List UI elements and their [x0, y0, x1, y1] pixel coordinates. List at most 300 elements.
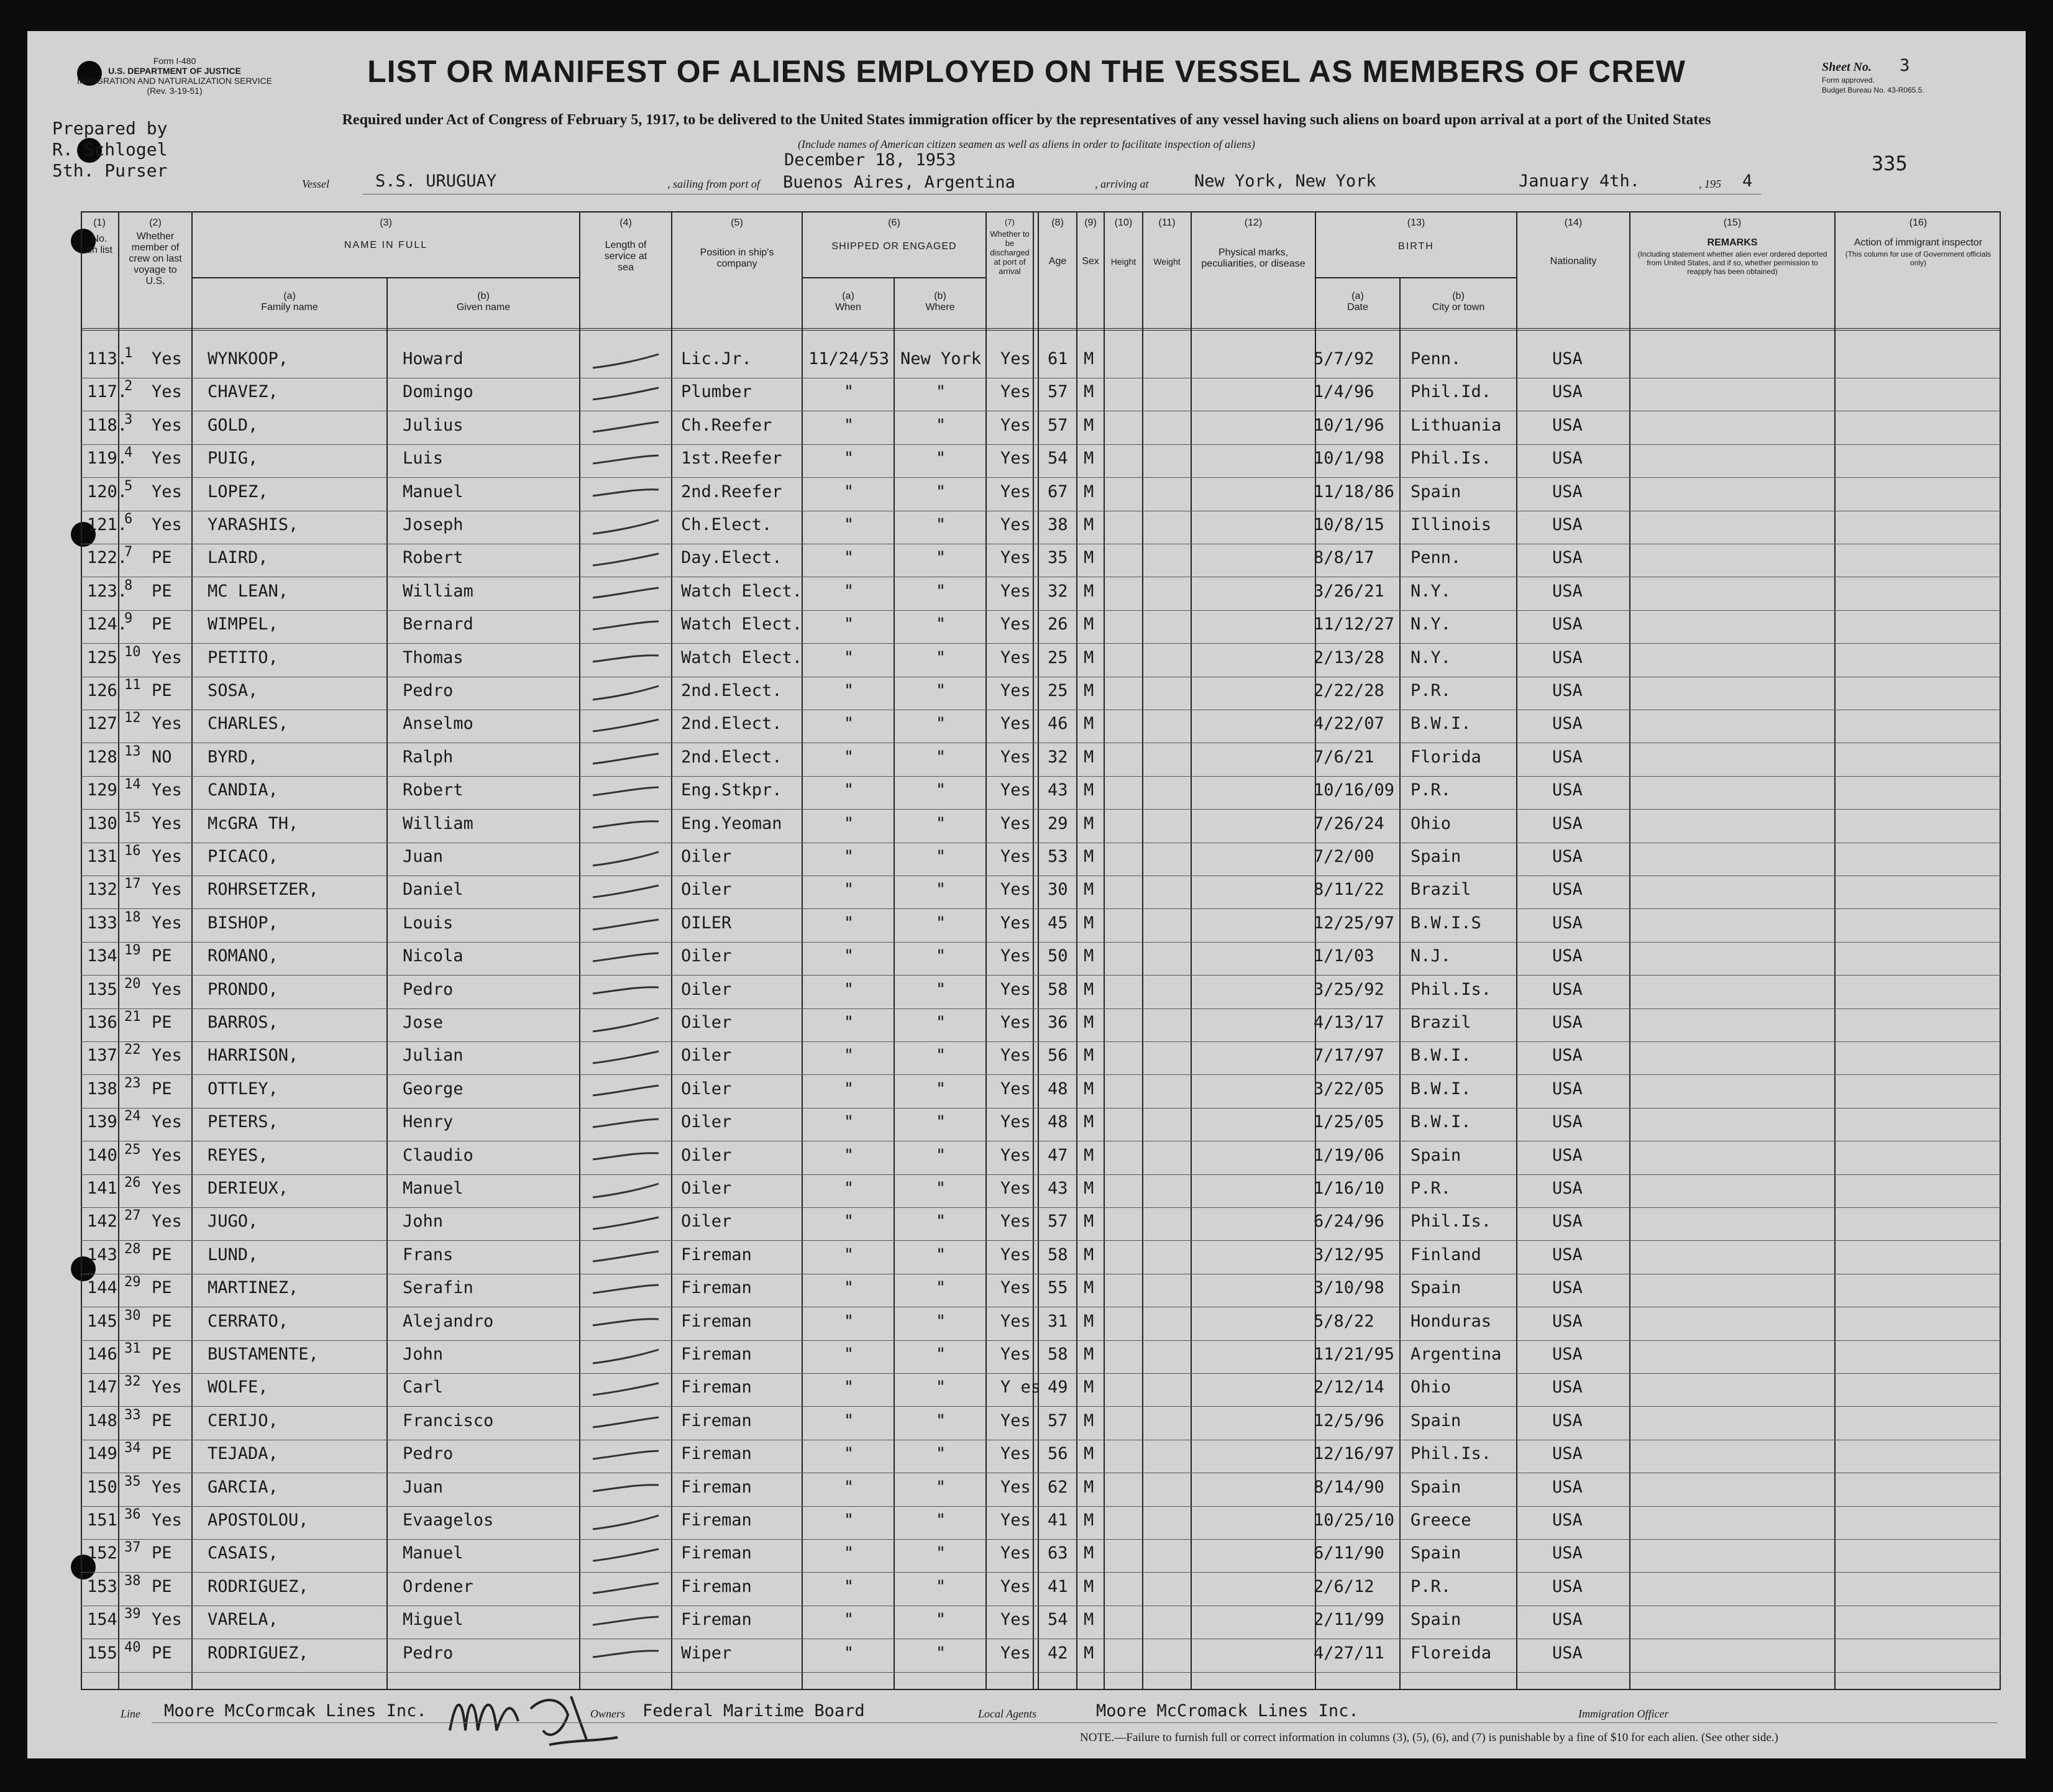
age: 63 [1048, 1543, 1068, 1563]
position: Fireman [681, 1444, 752, 1464]
family-name: BYRD, [208, 747, 258, 767]
family-name: WYNKOOP, [208, 349, 289, 368]
col3a-header: (a) Family name [261, 291, 318, 313]
birth-place: B.W.I. [1411, 1112, 1471, 1132]
col6-header: (6) SHIPPED OR ENGAGED [831, 217, 957, 252]
position: Eng.Stkpr. [681, 780, 782, 800]
birth-place: Spain [1411, 1410, 1461, 1430]
sex: M [1084, 681, 1094, 700]
position: Day.Elect. [681, 548, 782, 568]
pen-check-mark [589, 1245, 664, 1270]
shipped-when: " [843, 747, 854, 767]
shipped-where: " [935, 1610, 946, 1630]
birth-place: Phil.Is. [1411, 449, 1492, 469]
age: 42 [1048, 1643, 1068, 1663]
col14-header: (14) Nationality [1550, 217, 1597, 267]
nationality: USA [1552, 1079, 1583, 1099]
birth-date: 1/1/03 [1314, 946, 1374, 966]
shipped-where: " [935, 449, 946, 469]
shipped-when: " [843, 1477, 854, 1497]
pen-check-mark [589, 1610, 664, 1635]
birth-date: 11/12/27 [1314, 615, 1395, 634]
pen-check-mark [589, 582, 664, 606]
arrival-date: January 4th. [1519, 171, 1640, 191]
shipped-where: " [935, 979, 946, 999]
family-name: WIMPEL, [208, 615, 278, 634]
column-divider [1516, 211, 1517, 1690]
nationality: USA [1552, 1576, 1583, 1596]
last-voyage: Yes [152, 415, 182, 435]
given-name: Julius [403, 415, 464, 435]
position: Plumber [681, 382, 752, 402]
pen-check-mark [589, 482, 664, 507]
row-sequence: 17 [124, 876, 141, 892]
shipped-when: " [843, 946, 854, 966]
position: Watch Elect. [681, 615, 803, 634]
pen-check-mark [589, 1278, 664, 1303]
last-voyage: PE [152, 581, 172, 601]
given-name: Pedro [403, 681, 454, 700]
row-sequence: 34 [124, 1440, 141, 1456]
family-name: DERIEUX, [208, 1179, 289, 1198]
sex: M [1084, 1345, 1094, 1364]
family-name: RODRIGUEZ, [208, 1643, 309, 1663]
last-voyage: Yes [152, 1179, 182, 1198]
shipped-when: " [843, 1145, 854, 1165]
birth-place: Honduras [1411, 1311, 1492, 1331]
row-sequence: 6 [124, 511, 133, 527]
given-name: Robert [403, 548, 464, 568]
preparer-name: R. Schlogel [52, 139, 168, 160]
discharged: Yes [1000, 548, 1031, 568]
discharged: Yes [1000, 747, 1031, 767]
birth-place: Illinois [1411, 515, 1492, 534]
agents-label: Local Agents [978, 1707, 1037, 1720]
last-voyage: Yes [152, 482, 182, 501]
position: Watch Elect. [681, 581, 803, 601]
shipped-when: " [843, 1179, 854, 1198]
year-digit: 4 [1742, 171, 1753, 191]
sex: M [1084, 1410, 1094, 1430]
given-name: Pedro [403, 1444, 454, 1464]
position: Fireman [681, 1511, 752, 1530]
row-number: 146 [87, 1345, 117, 1364]
birth-place: P.R. [1411, 681, 1452, 700]
family-name: YARASHIS, [208, 515, 299, 534]
sex: M [1084, 1444, 1094, 1464]
row-rule [81, 1108, 2001, 1109]
family-name: McGRA TH, [208, 813, 299, 833]
family-name: PRONDO, [208, 979, 278, 999]
sex: M [1084, 813, 1094, 833]
given-name: Joseph [403, 515, 464, 534]
footer-underline [152, 1722, 1997, 1723]
pen-check-mark [589, 1444, 664, 1469]
row-number: 126 [87, 681, 117, 700]
birth-date: 3/25/92 [1314, 979, 1384, 999]
given-name: Claudio [403, 1145, 473, 1165]
age: 54 [1048, 1610, 1068, 1630]
row-sequence: 30 [124, 1307, 141, 1323]
shipped-when: " [843, 1112, 854, 1132]
row-sequence: 4 [124, 445, 133, 461]
birth-place: N.Y. [1411, 615, 1452, 634]
pen-check-mark [589, 1312, 664, 1337]
birth-date: 3/22/05 [1314, 1079, 1384, 1099]
row-number: 139 [87, 1112, 117, 1132]
col10-header: (10) Height [1110, 217, 1136, 267]
birth-date: 7/6/21 [1314, 747, 1374, 767]
family-name: BISHOP, [208, 913, 278, 933]
col13-header: (13) BIRTH [1398, 217, 1434, 252]
discharged: Yes [1000, 1477, 1031, 1497]
nationality: USA [1552, 813, 1583, 833]
shipped-when: " [843, 581, 854, 601]
nationality: USA [1552, 382, 1583, 402]
last-voyage: PE [152, 1311, 172, 1331]
age: 54 [1048, 449, 1068, 469]
sex: M [1084, 1378, 1094, 1397]
birth-place: Spain [1411, 1278, 1461, 1298]
row-sequence: 29 [124, 1274, 141, 1291]
birth-place: Spain [1411, 1145, 1461, 1165]
position: Fireman [681, 1278, 752, 1298]
family-name: ROHRSETZER, [208, 880, 319, 900]
row-sequence: 23 [124, 1075, 141, 1091]
shipped-where: " [935, 1576, 946, 1596]
shipped-where: " [935, 714, 946, 734]
subnote: (Include names of American citizen seamen as well as aliens in order to facilitate inspection of aliens) [798, 138, 1255, 150]
birth-date: 2/6/12 [1314, 1576, 1374, 1596]
last-voyage: PE [152, 1410, 172, 1430]
birth-date: 3/10/98 [1314, 1278, 1384, 1298]
discharged: Yes [1000, 1079, 1031, 1099]
sex: M [1084, 1610, 1094, 1630]
given-name: Bernard [403, 615, 473, 634]
shipped-where: " [935, 1543, 946, 1563]
given-name: Louis [403, 913, 454, 933]
last-voyage: Yes [152, 913, 182, 933]
last-voyage: Yes [152, 1477, 182, 1497]
last-voyage: PE [152, 1444, 172, 1464]
shipped-when: " [843, 1378, 854, 1397]
sex: M [1084, 1112, 1094, 1132]
pen-check-mark [589, 1212, 664, 1237]
sex: M [1084, 1511, 1094, 1530]
shipped-when: " [843, 1345, 854, 1364]
given-name: Henry [403, 1112, 454, 1132]
row-number: 113. [87, 349, 128, 368]
column-divider [191, 211, 193, 1690]
shipped-where: " [935, 515, 946, 534]
row-rule [81, 1008, 2001, 1009]
nationality: USA [1552, 449, 1583, 469]
last-voyage: PE [152, 1245, 172, 1264]
row-rule [81, 942, 2001, 943]
nationality: USA [1552, 1610, 1583, 1630]
given-name: Miguel [403, 1610, 464, 1630]
nationality: USA [1552, 482, 1583, 501]
last-voyage: PE [152, 681, 172, 700]
discharged: Yes [1000, 714, 1031, 734]
shipped-where: " [935, 913, 946, 933]
position: 2nd.Elect. [681, 714, 782, 734]
row-sequence: 19 [124, 943, 141, 959]
row-sequence: 12 [124, 710, 141, 726]
discharged: Yes [1000, 847, 1031, 866]
shipped-when: " [843, 979, 854, 999]
pen-check-mark [589, 449, 664, 473]
birth-place: Ohio [1411, 813, 1452, 833]
last-voyage: Yes [152, 382, 182, 402]
age: 58 [1048, 1245, 1068, 1264]
discharged: Yes [1000, 615, 1031, 634]
col3b-header: (b) Given name [456, 291, 511, 313]
col6a-header: (a) When [835, 291, 861, 313]
birth-place: Spain [1411, 482, 1461, 501]
given-name: Thomas [403, 647, 464, 667]
row-number: 138 [87, 1079, 117, 1099]
shipped-where: " [935, 1511, 946, 1530]
row-number: 145 [87, 1311, 117, 1331]
given-name: Jose [403, 1013, 444, 1032]
column-divider [1076, 211, 1077, 1690]
header-subdivider-name [191, 277, 579, 278]
last-voyage: Yes [152, 880, 182, 900]
vessel-label: Vessel [302, 178, 329, 190]
age: 35 [1048, 548, 1068, 568]
age: 29 [1048, 813, 1068, 833]
nationality: USA [1552, 1477, 1583, 1497]
shipped-where: " [935, 1179, 946, 1198]
pen-check-mark [589, 714, 664, 739]
row-rule [81, 908, 2001, 909]
family-name: CERRATO, [208, 1311, 289, 1331]
sailing-port: Buenos Aires, Argentina [783, 173, 1015, 192]
position: Wiper [681, 1643, 732, 1663]
nationality: USA [1552, 1212, 1583, 1232]
age: 26 [1048, 615, 1068, 634]
row-sequence: 21 [124, 1009, 141, 1025]
pen-check-mark [589, 1112, 664, 1137]
sailing-date: December 18, 1953 [784, 150, 956, 170]
row-sequence: 40 [124, 1639, 141, 1655]
col16-header: (16) Action of immigrant inspector (This column for use of Government officials only) [1845, 217, 1991, 267]
row-number: 130 [87, 813, 117, 833]
vessel-name: S.S. URUGUAY [375, 171, 497, 191]
age: 57 [1048, 415, 1068, 435]
discharged: Yes [1000, 382, 1031, 402]
pen-check-mark [589, 1577, 664, 1602]
page-title: LIST OR MANIFEST OF ALIENS EMPLOYED ON THE VESSEL AS MEMBERS OF CREW [367, 54, 1686, 89]
given-name: Domingo [403, 382, 473, 402]
pen-check-mark [589, 780, 664, 805]
shipped-when: " [843, 515, 854, 534]
sex: M [1084, 1543, 1094, 1563]
shipped-where: New York [900, 349, 982, 368]
row-number: 131 [87, 847, 117, 866]
nationality: USA [1552, 1543, 1583, 1563]
row-number: 127 [87, 714, 117, 734]
shipped-when: " [843, 780, 854, 800]
position: Fireman [681, 1378, 752, 1397]
last-voyage: Yes [152, 349, 182, 368]
position: 2nd.Elect. [681, 747, 782, 767]
pen-check-mark [589, 416, 664, 441]
given-name: Manuel [403, 1179, 464, 1198]
position: Fireman [681, 1610, 752, 1630]
last-voyage: PE [152, 548, 172, 568]
discharged: Yes [1000, 449, 1031, 469]
sex: M [1084, 1311, 1094, 1331]
shipped-when: " [843, 1212, 854, 1232]
row-number: 122. [87, 548, 128, 568]
discharged: Yes [1000, 1643, 1031, 1663]
budget-bureau: Budget Bureau No. 43-R065.5. [1822, 86, 1924, 94]
row-sequence: 11 [124, 677, 141, 693]
row-sequence: 28 [124, 1241, 141, 1257]
row-rule [81, 809, 2001, 810]
discharged: Yes [1000, 1543, 1031, 1563]
birth-place: N.Y. [1411, 581, 1452, 601]
family-name: LAIRD, [208, 548, 268, 568]
row-number: 133 [87, 913, 117, 933]
last-voyage: PE [152, 1079, 172, 1099]
discharged: Yes [1000, 1345, 1031, 1364]
shipped-where: " [935, 615, 946, 634]
column-divider [1104, 211, 1105, 1690]
last-voyage: PE [152, 1278, 172, 1298]
shipped-when: " [843, 681, 854, 700]
given-name: Anselmo [403, 714, 473, 734]
table-frame [81, 211, 2001, 1690]
column-divider [802, 211, 803, 1690]
position: Oiler [681, 1179, 732, 1198]
sex: M [1084, 382, 1094, 402]
row-number: 121. [87, 515, 128, 534]
age: 48 [1048, 1079, 1068, 1099]
discharged: Yes [1000, 349, 1031, 368]
row-number: 155 [87, 1643, 117, 1663]
row-rule [81, 1672, 2001, 1673]
row-rule [81, 1539, 2001, 1540]
birth-date: 5/7/92 [1314, 349, 1374, 368]
position: Oiler [681, 1212, 732, 1232]
nationality: USA [1552, 415, 1583, 435]
birth-place: P.R. [1411, 1179, 1452, 1198]
row-sequence: 16 [124, 843, 141, 859]
age: 57 [1048, 1410, 1068, 1430]
sailing-label: , sailing from port of [667, 178, 760, 190]
discharged: Yes [1000, 1278, 1031, 1298]
age: 46 [1048, 714, 1068, 734]
col2-header: (2) Whether member of crew on last voyage to U.S. [129, 217, 182, 286]
row-sequence: 18 [124, 909, 141, 925]
birth-place: Phil.Is. [1411, 1444, 1492, 1464]
age: 36 [1048, 1013, 1068, 1032]
row-rule [81, 1041, 2001, 1042]
row-rule [81, 643, 2001, 644]
shipped-where: " [935, 1046, 946, 1066]
given-name: William [403, 813, 473, 833]
nationality: USA [1552, 880, 1583, 900]
given-name: Manuel [403, 1543, 464, 1563]
nationality: USA [1552, 747, 1583, 767]
age: 32 [1048, 581, 1068, 601]
row-rule [81, 776, 2001, 777]
nationality: USA [1552, 1245, 1583, 1264]
row-sequence: 24 [124, 1109, 141, 1125]
row-number: 118. [87, 415, 128, 435]
row-sequence: 2 [124, 378, 133, 395]
col9-header: (9) Sex [1082, 217, 1099, 267]
birth-date: 7/2/00 [1314, 847, 1374, 866]
pen-check-mark [589, 382, 664, 407]
shipped-where: " [935, 1311, 946, 1331]
discharged: Yes [1000, 1576, 1031, 1596]
column-divider [1142, 211, 1143, 1690]
shipped-when: " [843, 1610, 854, 1630]
position: Fireman [681, 1410, 752, 1430]
nationality: USA [1552, 1278, 1583, 1298]
pen-check-mark [589, 880, 664, 905]
nationality: USA [1552, 979, 1583, 999]
row-number: 151 [87, 1511, 117, 1530]
row-sequence: 26 [124, 1175, 141, 1191]
row-sequence: 27 [124, 1208, 141, 1224]
pen-check-mark [589, 847, 664, 872]
col11-header: (11) Weight [1153, 217, 1181, 267]
birth-date: 10/1/98 [1314, 449, 1384, 469]
row-rule [81, 1373, 2001, 1374]
row-sequence: 32 [124, 1374, 141, 1390]
sheet-label: Sheet No. [1822, 60, 1872, 74]
shipped-when: " [843, 813, 854, 833]
position: Oiler [681, 1079, 732, 1099]
column-divider [1038, 211, 1039, 1690]
nationality: USA [1552, 1179, 1583, 1198]
birth-date: 10/25/10 [1314, 1511, 1395, 1530]
row-sequence: 13 [124, 743, 141, 759]
given-name: George [403, 1079, 464, 1099]
page-number: 335 [1872, 152, 1908, 175]
birth-place: B.W.I. [1411, 1079, 1471, 1099]
manifest-sheet [27, 31, 2026, 1758]
birth-date: 3/26/21 [1314, 581, 1384, 601]
shipped-when: " [843, 1410, 854, 1430]
birth-date: 3/12/95 [1314, 1245, 1384, 1264]
column-divider [386, 277, 388, 1690]
pen-check-mark [589, 1478, 664, 1502]
age: 49 [1048, 1378, 1068, 1397]
position: Watch Elect. [681, 647, 803, 667]
birth-date: 12/5/96 [1314, 1410, 1384, 1430]
birth-place: Phil.Is. [1411, 979, 1492, 999]
shipped-when: " [843, 880, 854, 900]
sex: M [1084, 1278, 1094, 1298]
nationality: USA [1552, 1112, 1583, 1132]
sex: M [1084, 449, 1094, 469]
row-number: 143 [87, 1245, 117, 1264]
family-name: CANDIA, [208, 780, 278, 800]
birth-date: 8/14/90 [1314, 1477, 1384, 1497]
birth-place: Phil.Id. [1411, 382, 1492, 402]
given-name: Pedro [403, 979, 454, 999]
family-name: LUND, [208, 1245, 258, 1264]
sex: M [1084, 415, 1094, 435]
pen-check-mark [589, 349, 664, 374]
discharged: Yes [1000, 581, 1031, 601]
